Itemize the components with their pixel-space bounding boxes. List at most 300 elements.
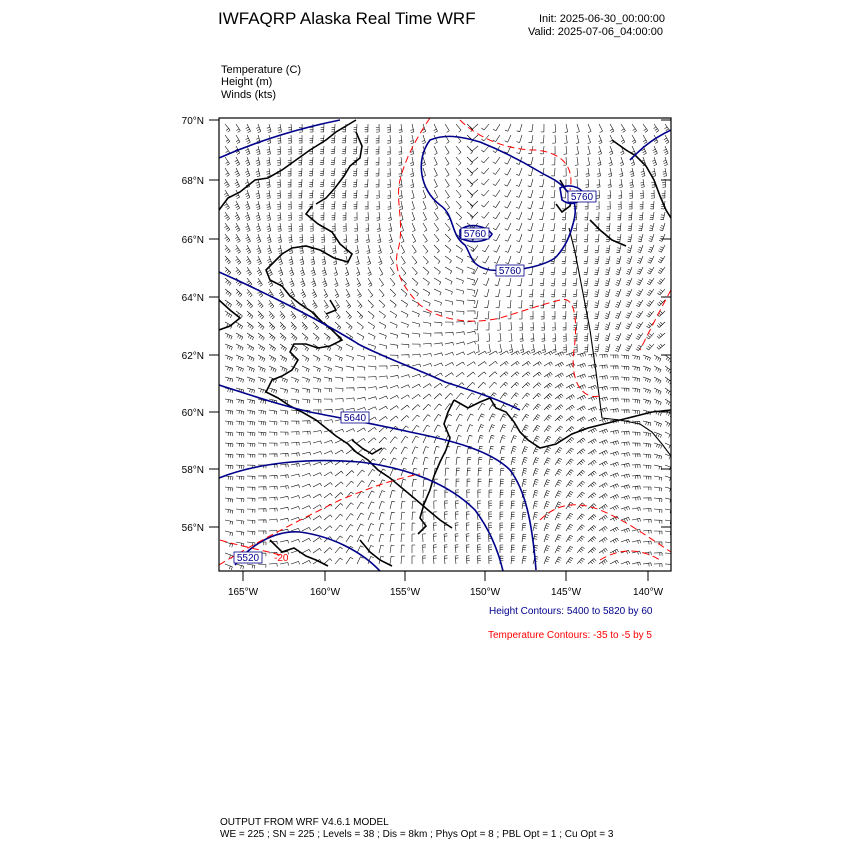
wind-barb bbox=[516, 190, 522, 197]
wind-barb bbox=[277, 146, 281, 154]
wind-barb bbox=[505, 168, 512, 175]
wind-barb bbox=[544, 546, 550, 554]
wind-barb bbox=[584, 333, 588, 341]
wind-barb bbox=[412, 457, 418, 465]
wind-barb bbox=[576, 135, 579, 144]
wind-barb bbox=[399, 124, 403, 132]
wind-barb bbox=[225, 410, 233, 414]
wind-barb bbox=[566, 459, 574, 465]
wind-barb bbox=[445, 168, 449, 177]
wind-barb bbox=[610, 495, 619, 500]
wind-barb bbox=[236, 531, 244, 536]
wind-barb bbox=[445, 245, 451, 253]
wind-barb bbox=[320, 168, 324, 176]
wind-barb bbox=[357, 470, 365, 476]
wind-barb bbox=[632, 486, 640, 490]
wind-barb bbox=[597, 157, 601, 166]
wind-barb bbox=[346, 344, 353, 350]
wind-barb bbox=[544, 404, 552, 410]
wind-barb bbox=[544, 469, 550, 476]
wind-barb bbox=[280, 475, 288, 479]
wind-barb bbox=[566, 448, 574, 454]
wind-barb bbox=[474, 311, 478, 319]
wind-barb bbox=[511, 351, 520, 355]
wind-barb bbox=[247, 289, 252, 297]
wind-barb bbox=[300, 278, 305, 287]
wind-barb bbox=[423, 278, 430, 285]
wind-barb bbox=[335, 366, 343, 371]
wind-barb bbox=[660, 212, 665, 220]
wind-barb bbox=[387, 179, 390, 187]
wind-barb bbox=[610, 462, 619, 467]
wind-barb bbox=[626, 267, 632, 275]
wind-barb bbox=[288, 168, 291, 176]
height-label bbox=[461, 228, 489, 240]
wind-barb bbox=[654, 553, 662, 556]
wind-barb bbox=[640, 190, 644, 198]
wind-barb bbox=[247, 322, 253, 329]
wind-barb bbox=[376, 146, 379, 154]
wind-barb bbox=[225, 267, 231, 275]
wind-barb bbox=[368, 311, 374, 319]
wind-barb bbox=[654, 388, 661, 394]
wind-barb bbox=[236, 322, 243, 329]
wind-barb bbox=[277, 157, 281, 165]
wind-barb bbox=[444, 534, 448, 542]
wind-barb bbox=[482, 212, 490, 218]
lon-label: 145°W bbox=[550, 587, 582, 598]
wind-barb bbox=[467, 341, 476, 344]
wind-barb bbox=[664, 135, 669, 144]
wind-barb bbox=[357, 311, 363, 319]
wind-barb bbox=[246, 223, 251, 232]
wind-barb bbox=[313, 548, 321, 553]
wind-barb bbox=[412, 415, 420, 421]
wind-barb bbox=[539, 223, 544, 231]
wind-barb bbox=[576, 124, 579, 133]
wind-barb bbox=[379, 416, 387, 421]
wind-barb bbox=[434, 373, 443, 377]
wind-barb bbox=[412, 245, 416, 253]
wind-barb bbox=[616, 245, 621, 253]
wind-barb bbox=[511, 361, 519, 366]
wind-barb bbox=[605, 344, 610, 352]
wind-barb bbox=[647, 289, 654, 296]
wind-barb bbox=[577, 459, 585, 465]
wind-barb bbox=[577, 470, 585, 476]
wind-barb bbox=[368, 524, 374, 532]
wind-barb bbox=[247, 421, 255, 425]
wind-barb bbox=[412, 267, 417, 275]
wind-barb bbox=[663, 157, 667, 166]
wind-barb bbox=[588, 493, 596, 498]
wind-barb bbox=[258, 421, 266, 425]
wind-barb bbox=[269, 421, 277, 425]
wind-barb bbox=[399, 135, 403, 143]
wind-barb bbox=[401, 405, 409, 410]
wind-barb bbox=[368, 513, 374, 520]
wind-barb bbox=[423, 394, 431, 399]
wind-barb bbox=[390, 469, 396, 476]
wind-barb bbox=[555, 383, 563, 388]
wind-barb bbox=[445, 223, 450, 231]
wind-barb bbox=[434, 289, 441, 295]
wind-barb bbox=[619, 168, 623, 177]
wind-barb bbox=[313, 441, 322, 444]
wind-barb bbox=[511, 372, 519, 377]
wind-barb bbox=[489, 523, 493, 531]
wind-barb bbox=[247, 487, 255, 491]
wind-barb bbox=[528, 234, 533, 242]
wind-barb bbox=[665, 542, 673, 546]
wind-barb bbox=[658, 256, 665, 263]
wind-barb bbox=[552, 322, 555, 330]
wind-barb bbox=[500, 351, 509, 355]
wind-barb bbox=[334, 267, 338, 276]
wind-barb bbox=[257, 245, 262, 254]
wind-barb bbox=[335, 300, 340, 308]
wind-barb bbox=[489, 512, 492, 520]
wind-barb bbox=[566, 524, 573, 531]
wind-barb bbox=[522, 404, 529, 411]
wind-barb bbox=[500, 545, 503, 553]
wind-barb bbox=[412, 333, 420, 337]
wind-barb bbox=[533, 404, 541, 410]
wind-barb bbox=[659, 234, 665, 241]
wind-barb bbox=[236, 267, 241, 275]
wind-barb bbox=[467, 393, 475, 399]
wind-barb bbox=[610, 124, 614, 133]
wind-barb bbox=[493, 223, 500, 230]
wind-barb bbox=[288, 212, 292, 220]
wind-barb bbox=[595, 234, 599, 242]
wind-barb bbox=[335, 558, 343, 564]
wind-barb bbox=[225, 377, 233, 382]
wind-barb bbox=[456, 245, 463, 252]
wind-barb bbox=[235, 223, 240, 232]
wind-barb bbox=[508, 322, 511, 330]
lat-ticks bbox=[209, 120, 671, 527]
wind-barb bbox=[357, 524, 364, 531]
wind-barb bbox=[324, 548, 332, 553]
wind-barb bbox=[412, 212, 415, 221]
wind-barb bbox=[522, 556, 527, 564]
wind-barb bbox=[544, 491, 550, 499]
wind-barb bbox=[584, 267, 588, 275]
wind-barb bbox=[236, 366, 244, 372]
wind-barb bbox=[302, 322, 308, 330]
wind-barb bbox=[497, 322, 500, 330]
wind-barb bbox=[324, 493, 332, 498]
wind-barb bbox=[511, 512, 515, 520]
wind-barb bbox=[606, 223, 610, 231]
wind-barb bbox=[280, 464, 288, 468]
wind-barb bbox=[540, 135, 544, 143]
wind-barb bbox=[647, 278, 654, 285]
wind-barb bbox=[401, 479, 406, 487]
wind-barb bbox=[401, 545, 405, 553]
lat-label: 56°N bbox=[181, 523, 204, 534]
wind-barb bbox=[309, 179, 313, 187]
wind-barb bbox=[291, 463, 300, 467]
wind-barb bbox=[610, 484, 619, 489]
wind-barb bbox=[401, 375, 410, 378]
wind-barb bbox=[445, 267, 452, 274]
wind-barb bbox=[353, 135, 357, 143]
wind-barb bbox=[664, 146, 669, 155]
lat-label: 66°N bbox=[181, 235, 204, 246]
wind-barb bbox=[636, 289, 643, 296]
wind-barb bbox=[654, 421, 662, 427]
wind-barb bbox=[378, 256, 382, 265]
wind-barb bbox=[335, 355, 342, 361]
wind-barb bbox=[346, 366, 354, 371]
wind-barb bbox=[236, 289, 242, 297]
wind-barb bbox=[478, 479, 481, 487]
wind-barb bbox=[280, 540, 289, 543]
wind-barb bbox=[516, 179, 522, 186]
wind-barb bbox=[511, 457, 516, 465]
wind-barb bbox=[291, 474, 300, 477]
wind-barb bbox=[236, 135, 240, 144]
wind-barb bbox=[495, 278, 500, 286]
wind-barb bbox=[455, 523, 459, 531]
wind-barb bbox=[544, 501, 550, 509]
wind-barb bbox=[434, 278, 441, 285]
wind-barb bbox=[551, 168, 555, 176]
wind-barb bbox=[412, 523, 415, 531]
wind-barb bbox=[533, 512, 538, 520]
wind-barb bbox=[357, 289, 362, 297]
wind-barb bbox=[357, 322, 363, 329]
wind-barb bbox=[324, 399, 332, 402]
wind-barb bbox=[401, 512, 405, 520]
wind-barb bbox=[379, 311, 386, 318]
wind-barb bbox=[599, 472, 608, 477]
wind-barb bbox=[246, 135, 251, 144]
wind-barb bbox=[445, 190, 450, 198]
wind-barb bbox=[324, 366, 332, 372]
wind-barb bbox=[636, 322, 643, 329]
wind-barb bbox=[225, 498, 233, 502]
wind-barb bbox=[269, 432, 277, 436]
wind-barb bbox=[467, 300, 475, 304]
wind-barb bbox=[445, 332, 453, 335]
wind-barb bbox=[588, 417, 597, 422]
wind-barb bbox=[410, 135, 414, 144]
height-label bbox=[568, 191, 596, 203]
wind-barb bbox=[434, 414, 441, 421]
wind-barb bbox=[643, 519, 651, 522]
wind-barb bbox=[478, 501, 481, 509]
wind-barb bbox=[632, 410, 640, 414]
wind-barb bbox=[357, 333, 364, 340]
wind-barb bbox=[376, 124, 379, 132]
lon-label: 155°W bbox=[389, 587, 421, 598]
wind-barb bbox=[401, 289, 407, 297]
wind-barb bbox=[643, 563, 651, 567]
wind-barb bbox=[555, 502, 561, 509]
wind-barb bbox=[225, 366, 233, 371]
wind-barb bbox=[493, 135, 500, 142]
wind-barb bbox=[342, 190, 346, 198]
wind-barb bbox=[657, 289, 665, 295]
wind-barb bbox=[310, 245, 314, 253]
wind-barb bbox=[379, 458, 386, 465]
wind-barb bbox=[343, 223, 346, 231]
wind-barb bbox=[401, 534, 405, 542]
wind-barb bbox=[517, 135, 523, 143]
wind-barb bbox=[507, 289, 512, 297]
wind-barb bbox=[654, 487, 662, 491]
wind-barb bbox=[324, 333, 330, 340]
wind-barb bbox=[636, 333, 643, 340]
wind-barb bbox=[313, 377, 321, 382]
wind-barb bbox=[573, 289, 577, 297]
wind-barb bbox=[366, 234, 370, 243]
wind-barb bbox=[277, 212, 281, 220]
wind-barb bbox=[533, 383, 541, 388]
wind-barb bbox=[344, 256, 348, 265]
wind-barb bbox=[346, 289, 350, 298]
wind-barb bbox=[390, 406, 399, 410]
wind-barb bbox=[650, 201, 654, 209]
wind-barb bbox=[477, 545, 481, 553]
wind-barb bbox=[235, 201, 240, 210]
wind-barb bbox=[654, 509, 662, 513]
wind-barb bbox=[562, 234, 566, 242]
wind-barb bbox=[481, 157, 489, 163]
wind-barb bbox=[434, 234, 439, 242]
wind-barb bbox=[278, 267, 283, 276]
wind-barb bbox=[365, 190, 368, 198]
wind-barb bbox=[539, 190, 544, 198]
wind-barb bbox=[553, 344, 557, 352]
wind-barb bbox=[555, 362, 564, 367]
wind-barb bbox=[594, 278, 599, 286]
wind-barb bbox=[379, 437, 387, 443]
wind-barb bbox=[423, 168, 426, 177]
wind-barb bbox=[280, 388, 288, 393]
wind-barb bbox=[357, 300, 362, 308]
wind-barb bbox=[562, 256, 566, 264]
wind-barb bbox=[654, 124, 659, 132]
wind-barb bbox=[399, 157, 403, 165]
wind-barb bbox=[312, 300, 317, 308]
wind-barb bbox=[346, 377, 354, 381]
wind-barb bbox=[434, 490, 437, 498]
wind-barb bbox=[387, 135, 390, 143]
wind-barb bbox=[258, 410, 266, 415]
wind-barb bbox=[258, 531, 266, 534]
wind-barb bbox=[269, 300, 274, 308]
wind-barb bbox=[290, 278, 295, 287]
wind-barb bbox=[470, 168, 478, 173]
wind-barb bbox=[324, 388, 332, 392]
wind-barb bbox=[291, 322, 297, 330]
wind-barb bbox=[551, 267, 555, 275]
wind-barb bbox=[505, 256, 511, 264]
wind-barb bbox=[456, 425, 462, 432]
wind-barb bbox=[390, 447, 397, 454]
wind-barb bbox=[456, 157, 461, 165]
wind-barb bbox=[562, 223, 566, 231]
init-time: Init: 2025-06-30_00:00:00 bbox=[539, 13, 665, 25]
wind-barb bbox=[335, 450, 344, 454]
wind-barb bbox=[280, 432, 288, 435]
wind-barb bbox=[279, 289, 284, 298]
wind-barb bbox=[387, 168, 390, 176]
wind-barb bbox=[368, 289, 373, 297]
wind-barb bbox=[445, 201, 450, 209]
wind-barb bbox=[236, 509, 244, 513]
wind-barb bbox=[522, 512, 526, 520]
wind-barb bbox=[621, 410, 629, 413]
wind-barb bbox=[235, 245, 240, 253]
wind-barb bbox=[434, 256, 440, 264]
wind-barb bbox=[607, 190, 610, 198]
wind-barb bbox=[434, 343, 442, 346]
wind-barb bbox=[247, 410, 255, 415]
wind-barb bbox=[584, 278, 588, 286]
wind-barb bbox=[522, 534, 526, 542]
wind-barb bbox=[266, 168, 270, 176]
wind-barb bbox=[379, 501, 385, 509]
wind-barb bbox=[310, 135, 314, 143]
wind-barb bbox=[247, 399, 255, 404]
wind-barb bbox=[324, 461, 333, 465]
wind-barb bbox=[594, 289, 599, 297]
wind-barb bbox=[311, 267, 316, 276]
wind-barb bbox=[541, 322, 544, 330]
wind-barb bbox=[390, 545, 394, 553]
wind-barb bbox=[551, 212, 555, 220]
wind-barb bbox=[477, 556, 481, 564]
wind-barb bbox=[434, 300, 442, 306]
wind-barb bbox=[500, 534, 503, 542]
wind-barb bbox=[423, 223, 427, 232]
wind-barb bbox=[654, 454, 662, 459]
wind-barb bbox=[444, 556, 447, 564]
wind-barb bbox=[368, 300, 374, 308]
wind-barb bbox=[335, 289, 339, 298]
wind-barb bbox=[481, 135, 489, 141]
wind-barb bbox=[357, 366, 365, 370]
wind-barb bbox=[621, 539, 630, 543]
wind-barb bbox=[533, 362, 542, 366]
wind-barb bbox=[376, 157, 379, 165]
wind-barb bbox=[540, 157, 544, 165]
wind-barb bbox=[245, 212, 250, 221]
wind-barb bbox=[588, 559, 596, 564]
wind-barb bbox=[354, 223, 357, 231]
wind-barb bbox=[505, 124, 511, 131]
wind-barb bbox=[412, 479, 417, 487]
wind-barb bbox=[291, 517, 300, 520]
wind-barb bbox=[456, 479, 459, 487]
wind-barb bbox=[555, 352, 564, 357]
wind-barb bbox=[434, 146, 437, 155]
wind-barb bbox=[522, 479, 527, 487]
wind-barb bbox=[577, 536, 585, 542]
wind-barb bbox=[434, 333, 442, 336]
wind-barb bbox=[562, 267, 566, 275]
wind-barb bbox=[616, 267, 621, 275]
wind-barb bbox=[599, 124, 603, 133]
wind-barb bbox=[302, 452, 311, 455]
height-label-text: 5520 bbox=[236, 553, 260, 564]
wind-barb bbox=[540, 289, 544, 297]
